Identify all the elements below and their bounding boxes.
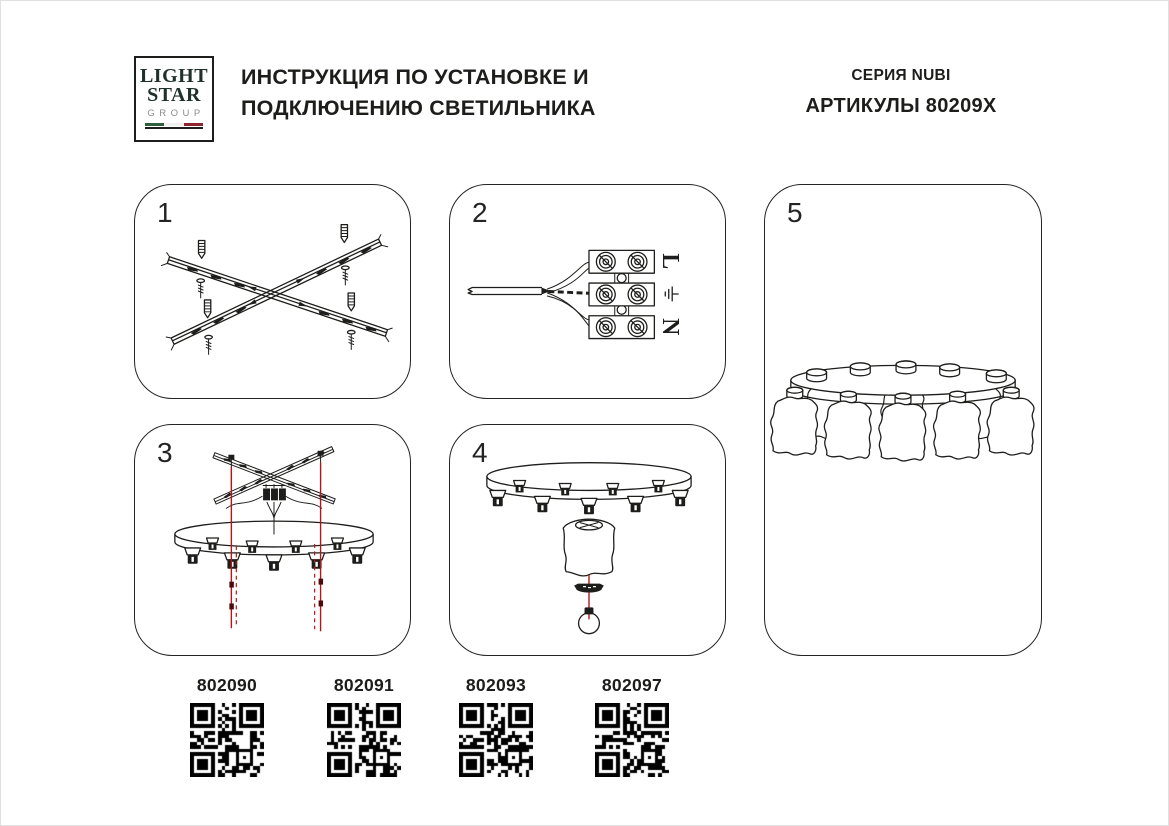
ground-icon bbox=[665, 287, 678, 301]
lamp-holder bbox=[224, 553, 240, 569]
article-number: 802097 bbox=[601, 675, 663, 695]
series-block bbox=[751, 67, 1051, 118]
terminal-block bbox=[589, 250, 654, 338]
diagram-frame-suspension bbox=[135, 425, 410, 655]
lamp-holder bbox=[185, 548, 201, 564]
wall-plug bbox=[348, 293, 354, 311]
article-block bbox=[309, 675, 419, 777]
step-panel-1 bbox=[134, 184, 411, 399]
step-number-3: 3 bbox=[157, 437, 173, 468]
step-number-4: 4 bbox=[472, 437, 488, 468]
lamp-holder bbox=[266, 555, 282, 571]
wall-plug bbox=[204, 300, 210, 318]
neutral-label: N bbox=[657, 318, 684, 336]
article-number: 802093 bbox=[465, 675, 527, 695]
light-bulb bbox=[579, 607, 600, 633]
article-number: 802091 bbox=[333, 675, 395, 695]
lamp-holder bbox=[309, 553, 325, 569]
step-panel-2 bbox=[449, 184, 726, 399]
step-panel-3 bbox=[134, 424, 411, 656]
step-number-2: 2 bbox=[472, 197, 488, 228]
live-label: L bbox=[657, 253, 684, 270]
step-number-5: 5 bbox=[787, 197, 803, 228]
logo-star: STAR bbox=[147, 84, 201, 106]
logo-rule bbox=[145, 127, 203, 129]
article-block bbox=[577, 675, 687, 777]
supply-cable bbox=[468, 288, 550, 295]
wall-plug bbox=[198, 240, 204, 258]
step-panel-5 bbox=[764, 184, 1042, 656]
diagram-finished-chandelier bbox=[765, 185, 1041, 655]
screw bbox=[197, 279, 205, 298]
mounting-rail bbox=[161, 252, 393, 341]
title-line-1: ИНСТРУКЦИЯ ПО УСТАНОВКЕ И bbox=[241, 65, 589, 89]
diagram-wiring bbox=[450, 185, 725, 398]
logo-light: LIGHT bbox=[139, 65, 209, 87]
wall-plug bbox=[341, 225, 347, 243]
qr-code bbox=[327, 703, 401, 777]
qr-code bbox=[190, 703, 264, 777]
step-panel-4 bbox=[449, 424, 726, 656]
screw bbox=[342, 266, 350, 285]
article-number: 802090 bbox=[196, 675, 258, 695]
lamp-holder bbox=[349, 548, 365, 564]
articles-heading: АРТИКУЛЫ 80209X bbox=[805, 95, 997, 117]
diagram-mounting-rails bbox=[135, 185, 410, 398]
qr-code bbox=[595, 703, 669, 777]
page-title bbox=[241, 62, 596, 124]
diagram-shade-assembly bbox=[450, 425, 725, 655]
article-block bbox=[172, 675, 282, 777]
lamp-holder bbox=[628, 496, 644, 512]
lamp-holder bbox=[534, 496, 550, 512]
series-label: СЕРИЯ NUBI bbox=[851, 67, 951, 84]
cloud-shade bbox=[563, 519, 615, 576]
lamp-holder bbox=[581, 498, 597, 514]
article-block bbox=[441, 675, 551, 777]
qr-code bbox=[459, 703, 533, 777]
lightstar-logo bbox=[134, 56, 214, 142]
screw bbox=[347, 330, 355, 349]
lamp-holder bbox=[490, 490, 506, 506]
lamp-holder bbox=[672, 490, 688, 506]
step-number-1: 1 bbox=[157, 197, 173, 228]
italian-flag-bar bbox=[145, 123, 203, 126]
terminal-block-small bbox=[226, 484, 321, 534]
screw bbox=[205, 335, 213, 354]
logo-group: GROUP bbox=[147, 108, 205, 119]
title-line-2: ПОДКЛЮЧЕНИЮ СВЕТИЛЬНИКА bbox=[241, 96, 596, 120]
lock-washer bbox=[574, 584, 604, 593]
